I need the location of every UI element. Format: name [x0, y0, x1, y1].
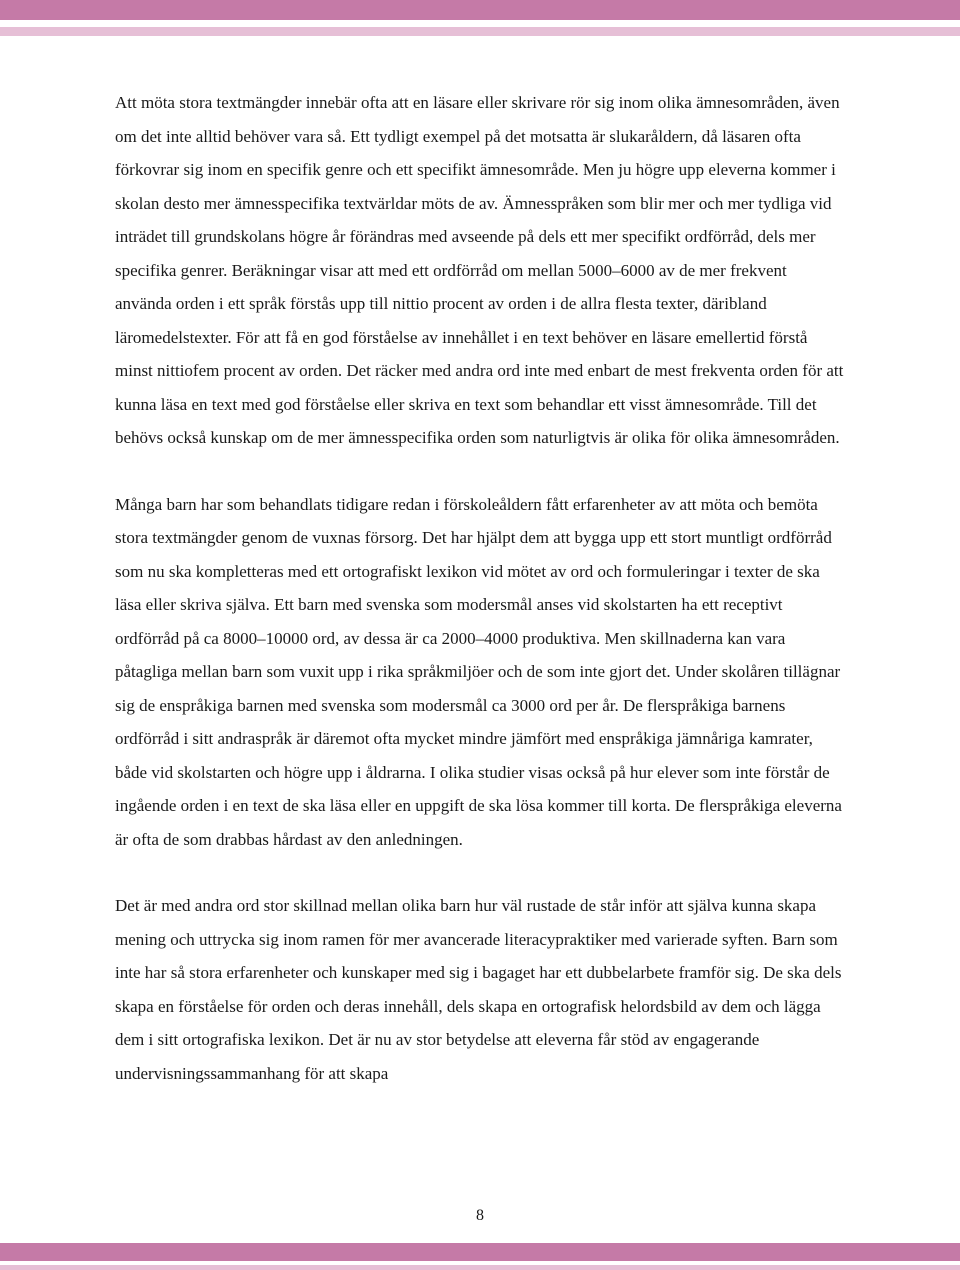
- document-body: [115, 86, 847, 1090]
- paragraph-3: Det är med andra ord stor skillnad mellan olika barn hur väl rustade de står inför att själva kunna skapa mening och uttrycka sig inom ramen för mer avancerade literacypraktiker med varierade syften. Barn som inte har så stora erfarenheter och kunskaper med sig i bagaget har ett dubbelarbete framför sig. De ska dels skapa en förståelse för orden och deras innehåll, dels skapa en ortografisk helordsbild av dem och lägga dem i sitt ortografiska lexikon. Det är nu av stor betydelse att eleverna får stöd av engagerande undervisningssammanhang för att skapa: [115, 896, 842, 1083]
- footer-band-primary: [0, 1243, 960, 1261]
- header-band-secondary: [0, 27, 960, 36]
- header-band-primary: [0, 0, 960, 20]
- page-number: 8: [476, 1207, 484, 1224]
- paragraph-2: Många barn har som behandlats tidigare redan i förskoleåldern fått erfarenheter av att möta och bemöta stora textmängder genom de vuxnas försorg. Det har hjälpt dem att bygga upp ett stort muntligt ordförråd som nu ska kompletteras med ett ortografiskt lexikon vid mötet av ord och formuleringar i texter de ska läsa eller skriva själva. Ett barn med svenska som modersmål anses vid skolstarten ha ett receptivt ordförråd på ca 8000–10000 ord, av dessa är ca 2000–4000 produktiva. Men skillnaderna kan vara påtagliga mellan barn som vuxit upp i rika språkmiljöer och de som inte gjort det. Under skolåren tillägnar sig de enspråkiga barnen med svenska som modersmål ca 3000 ord per år. De flerspråkiga barnens ordförråd i sitt andraspråk är däremot ofta mycket mindre jämfört med enspråkiga jämnåriga kamrater, både vid skolstarten och högre upp i åldrarna. I olika studier visas också på hur elever som inte förstår de ingående orden i en text de ska läsa eller en uppgift de ska lösa kommer till korta. De flerspråkiga eleverna är ofta de som drabbas hårdast av den anledningen.: [115, 494, 842, 849]
- paragraph-1: Att möta stora textmängder innebär ofta att en läsare eller skrivare rör sig inom olika ämnesområden, även om det inte alltid behöver vara så. Ett tydligt exempel på det motsatta är slukaråldern, då läsaren ofta förkovrar sig inom en specifik genre och ett specifikt ämnesområde. Men ju högre upp eleverna kommer i skolan desto mer ämnesspecifika textvärldar möts de av. Ämnesspråken som blir mer och mer tydliga vid inträdet till grundskolans högre år förändras med avseende på dels ett mer specifikt ordförråd, dels mer specifika genrer. Beräkningar visar att med ett ordförråd om mellan 5000–6000 av de mer frekvent använda orden i ett språk förstås upp till nittio procent av orden i de allra flesta texter, däribland läromedelstexter. För att få en god förståelse av innehållet i en text behöver en läsare emellertid förstå minst nittiofem procent av orden. Det räcker med andra ord inte med enbart de mest frekventa orden för att kunna läsa en text med god förståelse eller skriva en text som behandlar ett visst ämnesområde. Till det behövs också kunskap om de mer ämnesspecifika orden som naturligtvis är olika för olika ämnesområden.: [115, 93, 844, 447]
- footer-band-secondary: [0, 1265, 960, 1270]
